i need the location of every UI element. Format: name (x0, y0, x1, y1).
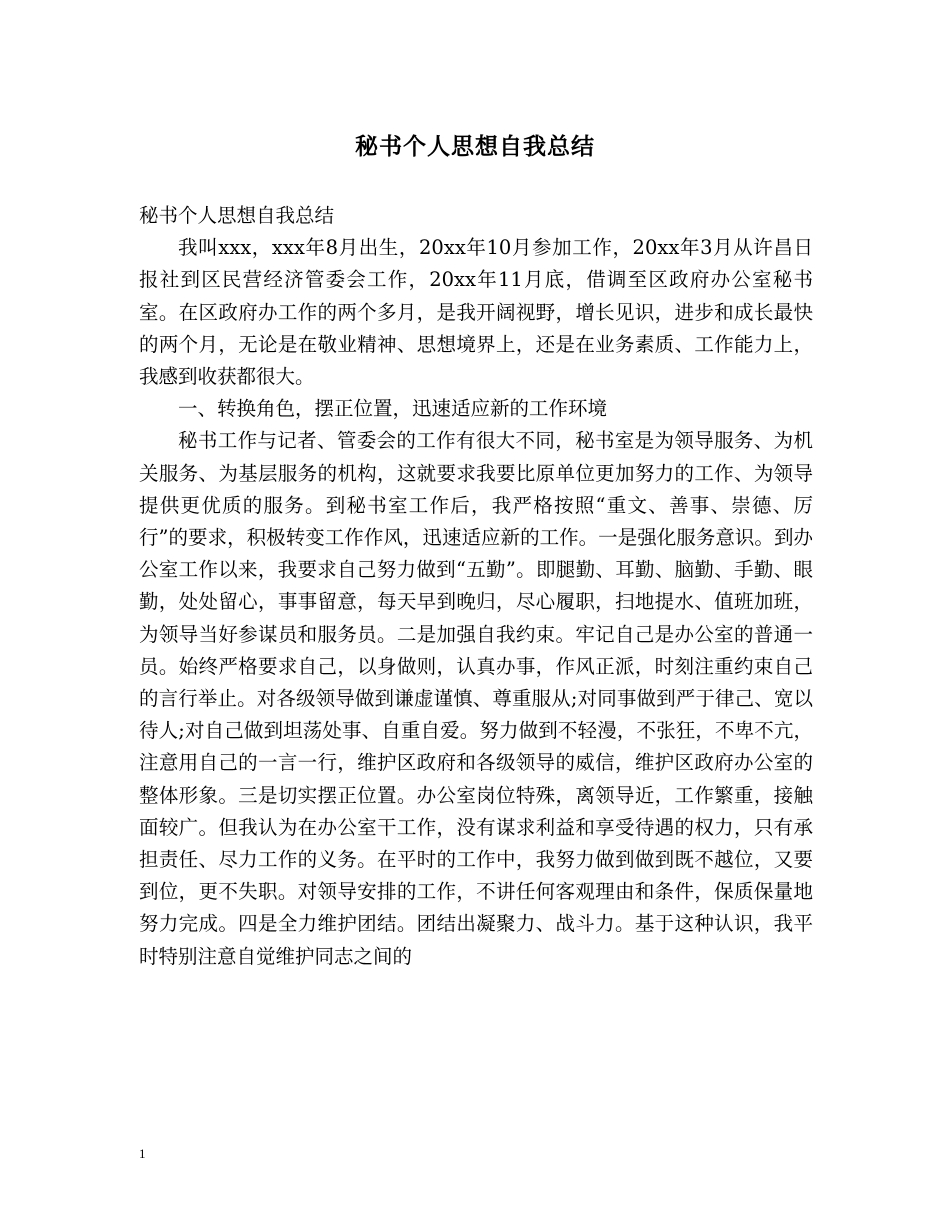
paragraph-introduction: 我叫xxx，xxx年8月出生，20xx年10月参加工作，20xx年3月从许昌日报社到区民营经济管委会工作，20xx年11月底，借调至区政府办公室秘书室。在区政府办工作的两个多月，是我开阔视野，增长见识，进步和成长最快的两个月，无论是在敬业精神、思想境界上，还是在业务素质、工作能力上，我感到收获都很大。 (139, 236, 813, 389)
section-heading-1: 一、转换角色，摆正位置，迅速适应新的工作环境 (178, 397, 608, 421)
document-title: 秘书个人思想自我总结 (355, 133, 595, 160)
opening-heading: 秘书个人思想自我总结 (139, 204, 335, 227)
document-body (139, 200, 813, 973)
page-number: 1 (139, 1146, 146, 1161)
paragraph-section-1: 秘书工作与记者、管委会的工作有很大不同，秘书室是为领导服务、为机关服务、为基层服务的机构，这就要求我要比原单位更加努力的工作、为领导提供更优质的服务。到秘书室工作后，我严格按照“重文、善事、崇德、厉行”的要求，积极转变工作作风，迅速适应新的工作。一是强化服务意识。到办公室工作以来，我要求自己努力做到“五勤”。即腿勤、耳勤、脑勤、手勤、眼勤，处处留心，事事留意，每天早到晚归，尽心履职，扫地提水、值班加班，为领导当好参谋员和服务员。二是加强自我约束。牢记自己是办公室的普通一员。始终严格要求自己，以身做则，认真办事，作风正派，时刻注重约束自己的言行举止。对各级领导做到谦虚谨慎、尊重服从;对同事做到严于律己、宽以待人;对自己做到坦荡处事、自重自爱。努力做到不轻漫，不张狂，不卑不亢，注意用自己的一言一行，维护区政府和各级领导的威信，维护区政府办公室的整体形象。三是切实摆正位置。办公室岗位特殊，离领导近，工作繁重，接触面较广。但我认为在办公室干工作，没有谋求利益和享受待遇的权力，只有承担责任、尽力工作的义务。在平时的工作中，我努力做到做到既不越位，又要到位，更不失职。对领导安排的工作，不讲任何客观理由和条件，保质保量地努力完成。四是全力维护团结。团结出凝聚力、战斗力。基于这种认识，我平时特别注意自觉维护同志之间的 (139, 429, 813, 968)
